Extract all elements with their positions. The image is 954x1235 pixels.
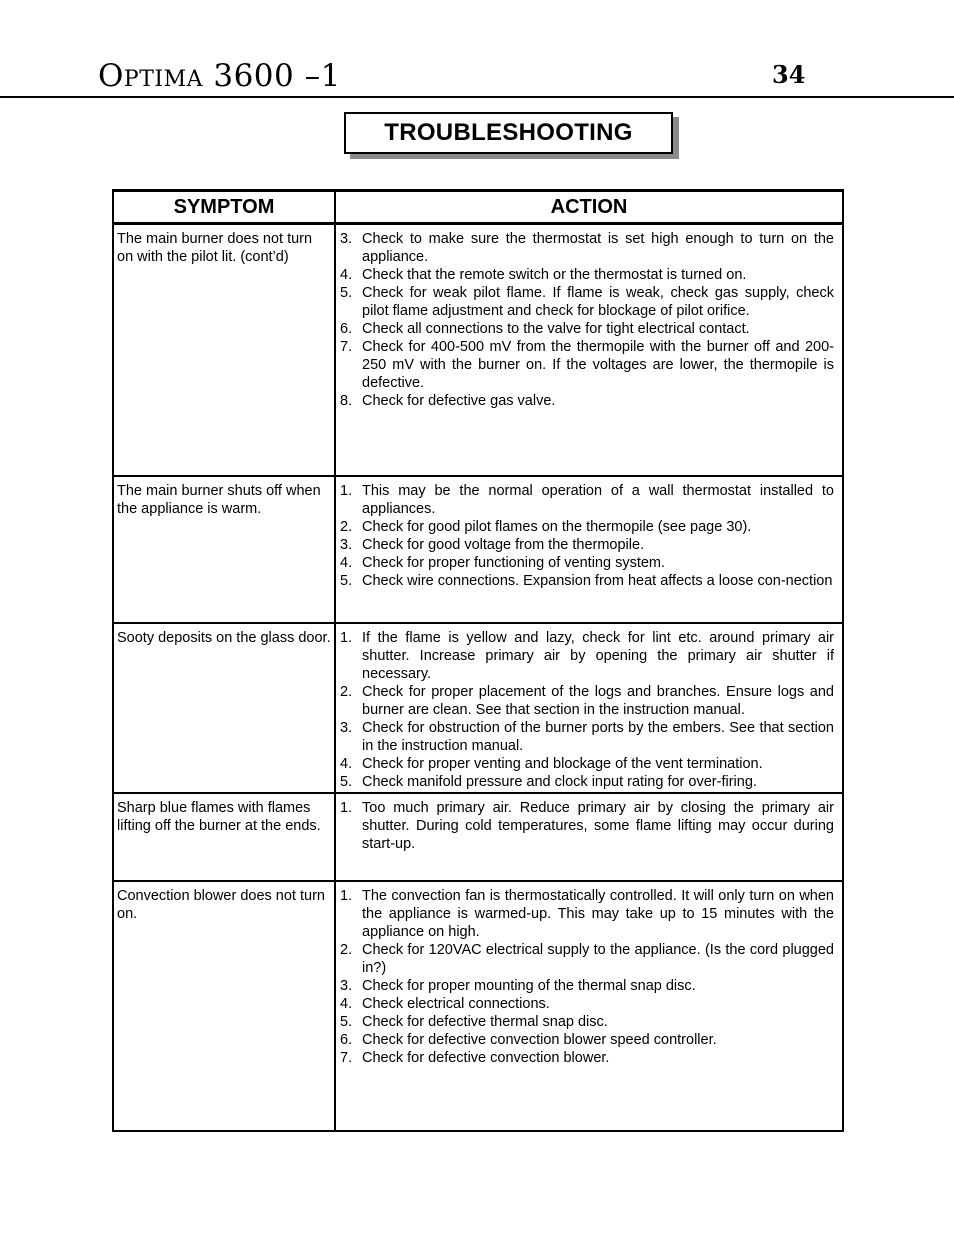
action-item	[340, 755, 834, 773]
action-item	[340, 572, 834, 590]
symptom-cell	[113, 793, 335, 881]
action-item	[340, 941, 834, 977]
action-item	[340, 536, 834, 554]
action-item	[340, 482, 834, 518]
action-item	[340, 266, 834, 284]
symptom-text: Convection blower does not turn on.	[117, 887, 325, 922]
action-text: Check for 120VAC electrical supply to the appliance. (Is the cord plugged in?)	[362, 941, 834, 976]
action-text: Check manifold pressure and clock input rating for over-firing.	[362, 773, 757, 790]
action-number: 4.	[340, 755, 353, 772]
action-item	[340, 518, 834, 536]
symptom-text: Sooty deposits on the glass door.	[117, 629, 331, 646]
action-number: 3.	[340, 977, 353, 994]
action-item	[340, 320, 834, 338]
action-text: Check for obstruction of the burner ports by the embers. See that section in the instruction manual.	[362, 719, 834, 754]
action-text: Check for defective convection blower.	[362, 1049, 610, 1066]
action-cell	[335, 881, 843, 1131]
symptom-cell	[113, 224, 335, 476]
action-text: Check that the remote switch or the thermostat is turned on.	[362, 267, 747, 283]
action-item	[340, 1049, 834, 1067]
section-heading: TROUBLESHOOTING	[384, 119, 633, 146]
troubleshooting-table	[112, 189, 844, 1132]
action-cell	[335, 793, 843, 881]
action-number: 5.	[340, 285, 353, 301]
action-text: Check for proper mounting of the thermal snap disc.	[362, 977, 696, 994]
symptom-cell	[113, 476, 335, 623]
table-row	[113, 793, 843, 881]
action-text: Check for defective gas valve.	[362, 393, 556, 409]
document-title: Optima 3600 –1	[98, 58, 341, 94]
action-number: 4.	[340, 267, 353, 283]
symptom-cell	[113, 881, 335, 1131]
action-number: 7.	[340, 1049, 353, 1066]
action-cell	[335, 476, 843, 623]
symptom-text: The main burner shuts off when the appliance is warm.	[117, 482, 321, 517]
action-text: This may be the normal operation of a wall thermostat installed to appliances.	[362, 482, 834, 517]
action-number: 4.	[340, 995, 353, 1012]
action-item	[340, 629, 834, 683]
action-text: Check to make sure the thermostat is set high enough to turn on the appliance.	[362, 231, 834, 265]
action-list	[336, 882, 842, 1067]
action-list	[336, 794, 842, 853]
action-number: 6.	[340, 1031, 353, 1048]
action-item	[340, 799, 834, 853]
column-header-action: ACTION	[335, 191, 843, 224]
action-item	[340, 284, 834, 320]
action-number: 7.	[340, 339, 353, 355]
action-item	[340, 1013, 834, 1031]
action-item	[340, 773, 834, 791]
action-item	[340, 1031, 834, 1049]
action-number: 1.	[340, 629, 353, 646]
action-item	[340, 683, 834, 719]
action-number: 3.	[340, 536, 353, 553]
action-text: Check electrical connections.	[362, 995, 550, 1012]
table-row	[113, 476, 843, 623]
table-row	[113, 881, 843, 1131]
action-number: 1.	[340, 482, 353, 499]
action-text: Too much primary air. Reduce primary air by closing the primary air shutter. During cold temperatures, some flame lifting may occur during start-up.	[362, 799, 834, 852]
action-item	[340, 554, 834, 572]
action-number: 2.	[340, 518, 353, 535]
action-number: 4.	[340, 554, 353, 571]
action-text: Check all connections to the valve for tight electrical contact.	[362, 321, 750, 337]
action-list	[336, 225, 842, 410]
table-body	[113, 224, 843, 1131]
action-list	[336, 624, 842, 791]
symptom-text: The main burner does not turn on with the pilot lit. (cont’d)	[117, 231, 313, 265]
action-item	[340, 230, 834, 266]
table-row	[113, 224, 843, 476]
action-number: 2.	[340, 941, 353, 958]
action-text: Check for weak pilot flame. If flame is weak, check gas supply, check pilot flame adjustment and check for blockage of pilot orifice.	[362, 285, 834, 319]
action-cell	[335, 224, 843, 476]
action-text: Check for good pilot flames on the thermopile (see page 30).	[362, 518, 752, 535]
action-item	[340, 719, 834, 755]
action-item	[340, 995, 834, 1013]
action-text: Check for defective convection blower speed controller.	[362, 1031, 717, 1048]
section-heading-box	[344, 112, 673, 154]
action-text: Check for 400-500 mV from the thermopile with the burner off and 200-250 mV with the burner on. If the voltages are lower, the thermopile is defective.	[362, 339, 834, 391]
header-divider	[0, 96, 954, 98]
page-number: 34	[772, 60, 806, 89]
action-number: 2.	[340, 683, 353, 700]
action-cell	[335, 623, 843, 793]
action-number: 6.	[340, 321, 353, 337]
action-text: Check for proper venting and blockage of the vent termination.	[362, 755, 763, 772]
action-item	[340, 887, 834, 941]
action-text: The convection fan is thermostatically controlled. It will only turn on when the appliance is warmed-up. This may take up to 15 minutes with the appliance on high.	[362, 887, 834, 940]
action-number: 1.	[340, 799, 353, 816]
symptom-cell	[113, 623, 335, 793]
table-row	[113, 623, 843, 793]
action-item	[340, 338, 834, 392]
action-list	[336, 477, 842, 590]
table-header-row	[113, 191, 843, 224]
action-text: Check for proper placement of the logs and branches. Ensure logs and burner are clean. See that section in the instruction manual.	[362, 683, 834, 718]
action-number: 5.	[340, 1013, 353, 1030]
action-number: 3.	[340, 231, 353, 247]
action-text: If the flame is yellow and lazy, check for lint etc. around primary air shutter. Increase primary air by opening the primary air shutter if necessary.	[362, 629, 834, 682]
action-text: Check for good voltage from the thermopile.	[362, 536, 645, 553]
action-text: Check wire connections. Expansion from heat affects a loose con-nection	[362, 572, 833, 589]
action-number: 5.	[340, 572, 353, 589]
action-number: 5.	[340, 773, 353, 790]
action-item	[340, 977, 834, 995]
action-item	[340, 392, 834, 410]
action-number: 8.	[340, 393, 353, 409]
action-number: 1.	[340, 887, 353, 904]
action-text: Check for proper functioning of venting system.	[362, 554, 666, 571]
action-text: Check for defective thermal snap disc.	[362, 1013, 608, 1030]
symptom-text: Sharp blue flames with flames lifting off the burner at the ends.	[117, 799, 321, 834]
action-number: 3.	[340, 719, 353, 736]
column-header-symptom: SYMPTOM	[113, 191, 335, 224]
